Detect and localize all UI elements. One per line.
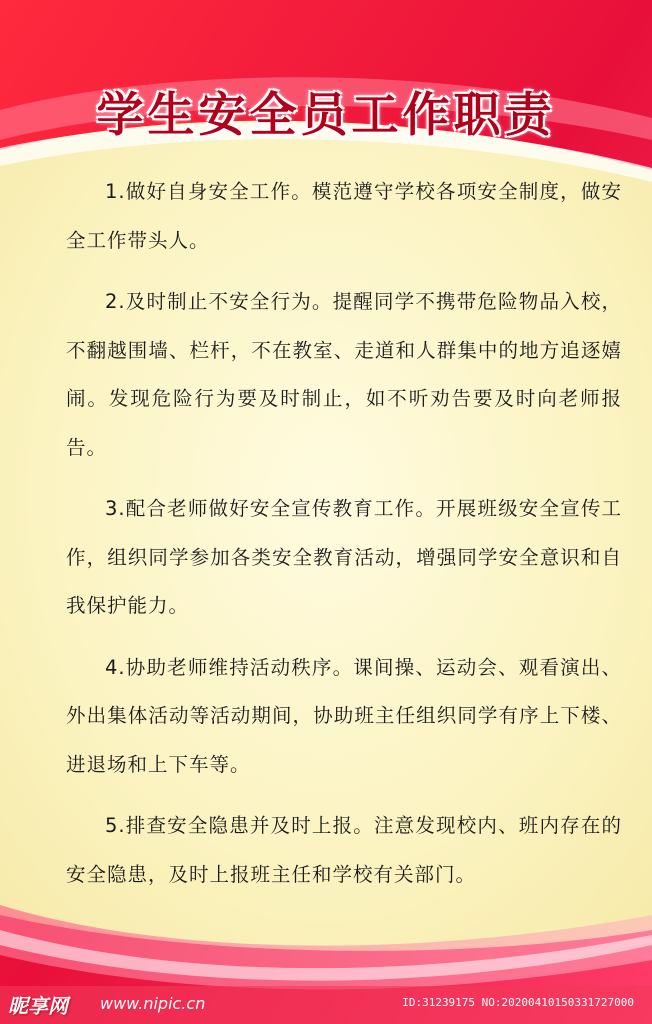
watermark-url: www.nipic.cn [100,994,206,1013]
duty-item-4: 4.协助老师维持活动秩序。课间操、运动会、观看演出、外出集体活动等活动期间，协助班主任组织同学有序上下楼、进退场和上下车等。 [66,655,622,776]
page-title: 学生安全员工作职责 [96,88,556,143]
duty-item-5: 5.排查安全隐患并及时上报。注意发现校内、班内存在的安全隐患，及时上报班主任和学校有关部门。 [66,814,622,886]
duty-item-2: 2.及时制止不安全行为。提醒同学不携带危险物品入校，不翻越围墙、栏杆，不在教室、走道和人群集中的地方追逐嬉闹。发现危险行为要及时制止，如不听劝告要及时向老师报告。 [66,290,622,459]
watermark-logo: 昵享网 [8,994,68,1018]
watermark-image-id: ID:31239175 NO:20200410150331727000 [402,996,634,1009]
duty-item-1: 1.做好自身安全工作。模范遵守学校各项安全制度，做安全工作带头人。 [66,180,622,252]
duty-item-3: 3.配合老师做好安全宣传教育工作。开展班级安全宣传工作，组织同学参加各类安全教育活动，增强同学安全意识和自我保护能力。 [66,497,622,617]
duty-list [66,168,622,912]
